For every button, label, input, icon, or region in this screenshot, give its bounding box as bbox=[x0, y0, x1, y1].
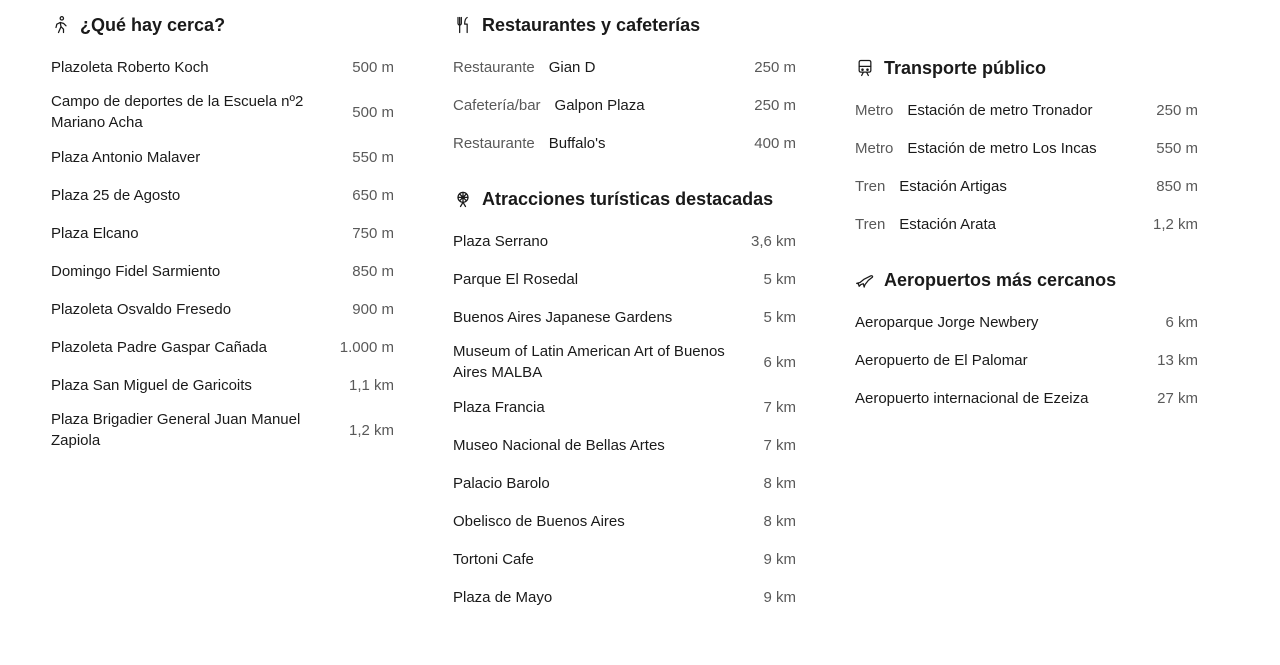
list-item bbox=[453, 502, 796, 540]
list-item-distance: 750 m bbox=[352, 224, 394, 242]
list-item-distance: 650 m bbox=[352, 186, 394, 204]
list-item-name: Campo de deportes de la Escuela nº2 Mariano Acha bbox=[51, 93, 304, 131]
list-item-name: Museo Nacional de Bellas Artes bbox=[453, 436, 665, 454]
list-item-category: Restaurante bbox=[453, 58, 535, 76]
attractions-section bbox=[453, 186, 796, 616]
list-item bbox=[855, 167, 1198, 205]
list-item-name: Domingo Fidel Sarmiento bbox=[51, 262, 221, 280]
list-item-main bbox=[855, 138, 1156, 159]
list-item-name: Aeropuerto internacional de Ezeiza bbox=[855, 389, 1089, 407]
person-walking-icon bbox=[50, 14, 72, 36]
column-transport-airports bbox=[855, 55, 1198, 441]
list-item-category: Restaurante bbox=[453, 134, 535, 152]
list-item-distance: 8 km bbox=[763, 474, 796, 492]
restaurants-section bbox=[453, 12, 796, 162]
list-item bbox=[855, 303, 1198, 341]
list-item bbox=[453, 86, 796, 124]
list-item-name: Plaza 25 de Agosto bbox=[51, 186, 181, 204]
nearby-list bbox=[51, 48, 394, 456]
list-item-main bbox=[51, 147, 352, 168]
restaurants-list bbox=[453, 48, 796, 162]
transport-list bbox=[855, 91, 1198, 243]
list-item-name: Plaza San Miguel de Garicoits bbox=[51, 376, 252, 394]
nearby-section bbox=[51, 12, 394, 456]
list-item-main bbox=[51, 91, 352, 133]
list-item-distance: 1,2 km bbox=[1152, 215, 1198, 233]
list-item-name: Estación Artigas bbox=[899, 177, 1007, 195]
list-item-distance: 9 km bbox=[763, 550, 796, 568]
list-item-name: Plazoleta Osvaldo Fresedo bbox=[51, 300, 232, 318]
list-item bbox=[453, 426, 796, 464]
list-item-main bbox=[453, 341, 763, 383]
list-item-distance: 850 m bbox=[1156, 177, 1198, 195]
list-item-distance: 550 m bbox=[352, 148, 394, 166]
list-item-main bbox=[453, 549, 763, 570]
attractions-title: Atracciones turísticas destacadas bbox=[482, 188, 774, 209]
column-nearby bbox=[51, 12, 394, 480]
list-item-category: Cafetería/bar bbox=[453, 96, 541, 114]
list-item-main bbox=[51, 57, 352, 78]
list-item-name: Plaza de Mayo bbox=[453, 588, 553, 606]
list-item bbox=[51, 138, 394, 176]
list-item-name: Buffalo's bbox=[548, 134, 606, 152]
list-item-distance: 5 km bbox=[763, 270, 796, 288]
restaurants-header bbox=[453, 12, 796, 38]
list-item-distance: 400 m bbox=[754, 134, 796, 152]
list-item-name: Tortoni Cafe bbox=[453, 550, 534, 568]
list-item-main bbox=[51, 409, 349, 451]
list-item-distance: 900 m bbox=[352, 300, 394, 318]
list-item-main bbox=[453, 307, 763, 328]
list-item-main bbox=[855, 312, 1165, 333]
list-item-name: Plaza Brigadier General Juan Manuel Zapiola bbox=[51, 411, 301, 449]
list-item bbox=[51, 176, 394, 214]
list-item bbox=[855, 341, 1198, 379]
list-item-distance: 250 m bbox=[754, 96, 796, 114]
nearby-header bbox=[51, 12, 394, 38]
list-item-main bbox=[51, 261, 352, 282]
airports-title: Aeropuertos más cercanos bbox=[884, 269, 1117, 290]
list-item-name: Estación de metro Tronador bbox=[907, 101, 1093, 119]
list-item bbox=[453, 222, 796, 260]
list-item-distance: 9 km bbox=[763, 588, 796, 606]
list-item-distance: 1.000 m bbox=[339, 338, 394, 356]
list-item-name: Plaza Francia bbox=[453, 398, 545, 416]
list-item-name: Gian D bbox=[548, 58, 596, 76]
airports-header bbox=[855, 267, 1198, 293]
list-item bbox=[453, 388, 796, 426]
list-item-main bbox=[453, 95, 754, 116]
list-item-main bbox=[453, 435, 763, 456]
list-item-name: Buenos Aires Japanese Gardens bbox=[453, 308, 673, 326]
list-item bbox=[855, 91, 1198, 129]
list-item bbox=[453, 260, 796, 298]
list-item-name: Plazoleta Padre Gaspar Cañada bbox=[51, 338, 267, 356]
list-item-main bbox=[855, 388, 1157, 409]
list-item-category: Metro bbox=[855, 139, 894, 157]
list-item-distance: 550 m bbox=[1156, 139, 1198, 157]
list-item-main bbox=[453, 587, 763, 608]
list-item-main bbox=[855, 100, 1156, 121]
list-item-distance: 500 m bbox=[352, 103, 394, 121]
list-item-name: Plaza Serrano bbox=[453, 232, 549, 250]
list-item-name: Obelisco de Buenos Aires bbox=[453, 512, 625, 530]
list-item-name: Estación de metro Los Incas bbox=[907, 139, 1097, 157]
airplane-icon bbox=[854, 269, 876, 291]
list-item-main bbox=[855, 350, 1157, 371]
list-item-name: Plazoleta Roberto Koch bbox=[51, 58, 209, 76]
attractions-header bbox=[453, 186, 796, 212]
list-item-name: Plaza Antonio Malaver bbox=[51, 148, 201, 166]
fork-knife-icon bbox=[452, 14, 474, 36]
list-item-name: Galpon Plaza bbox=[554, 96, 645, 114]
list-item bbox=[51, 404, 394, 456]
list-item-distance: 7 km bbox=[763, 436, 796, 454]
list-item bbox=[51, 366, 394, 404]
list-item-distance: 6 km bbox=[763, 353, 796, 371]
list-item-distance: 5 km bbox=[763, 308, 796, 326]
list-item-main bbox=[453, 511, 763, 532]
list-item-category: Tren bbox=[855, 177, 886, 195]
list-item bbox=[855, 205, 1198, 243]
list-item-name: Aeropuerto de El Palomar bbox=[855, 351, 1028, 369]
list-item-main bbox=[51, 185, 352, 206]
ferris-wheel-icon bbox=[452, 188, 474, 210]
list-item-distance: 250 m bbox=[1156, 101, 1198, 119]
list-item-main bbox=[453, 397, 763, 418]
list-item bbox=[51, 252, 394, 290]
list-item-distance: 8 km bbox=[763, 512, 796, 530]
airports-section bbox=[855, 267, 1198, 417]
list-item-distance: 13 km bbox=[1157, 351, 1198, 369]
list-item bbox=[51, 86, 394, 138]
list-item-category: Metro bbox=[855, 101, 894, 119]
list-item-distance: 1,2 km bbox=[348, 421, 394, 439]
list-item-distance: 1,1 km bbox=[348, 376, 394, 394]
restaurants-title: Restaurantes y cafeterías bbox=[482, 14, 701, 35]
list-item-main bbox=[51, 375, 349, 396]
list-item-distance: 6 km bbox=[1165, 313, 1198, 331]
airports-list bbox=[855, 303, 1198, 417]
list-item-distance: 7 km bbox=[763, 398, 796, 416]
list-item bbox=[51, 328, 394, 366]
list-item bbox=[453, 124, 796, 162]
list-item bbox=[855, 129, 1198, 167]
list-item-name: Museum of Latin American Art of Buenos Aires MALBA bbox=[453, 343, 725, 381]
transport-header bbox=[855, 55, 1198, 81]
list-item-name: Aeroparque Jorge Newbery bbox=[855, 313, 1039, 331]
nearby-title: ¿Qué hay cerca? bbox=[80, 14, 226, 35]
list-item-main bbox=[855, 214, 1153, 235]
list-item-main bbox=[855, 176, 1156, 197]
attractions-list bbox=[453, 222, 796, 616]
list-item-distance: 850 m bbox=[352, 262, 394, 280]
column-restaurants-attractions bbox=[453, 12, 796, 640]
list-item bbox=[453, 298, 796, 336]
list-item-main bbox=[453, 231, 751, 252]
list-item-main bbox=[453, 473, 763, 494]
list-item-main bbox=[453, 269, 763, 290]
list-item-name: Estación Arata bbox=[899, 215, 997, 233]
list-item-name: Plaza Elcano bbox=[51, 224, 139, 242]
list-item-main bbox=[453, 133, 754, 154]
list-item bbox=[855, 379, 1198, 417]
train-icon bbox=[854, 57, 876, 79]
list-item-name: Parque El Rosedal bbox=[453, 270, 579, 288]
list-item-distance: 500 m bbox=[352, 58, 394, 76]
list-item-main bbox=[51, 337, 340, 358]
list-item-distance: 250 m bbox=[754, 58, 796, 76]
list-item-main bbox=[51, 223, 352, 244]
list-item-distance: 3,6 km bbox=[750, 232, 796, 250]
list-item bbox=[453, 540, 796, 578]
list-item bbox=[51, 214, 394, 252]
list-item bbox=[51, 48, 394, 86]
list-item-category: Tren bbox=[855, 215, 886, 233]
list-item-distance: 27 km bbox=[1157, 389, 1198, 407]
list-item bbox=[453, 48, 796, 86]
transport-section bbox=[855, 55, 1198, 243]
list-item bbox=[453, 336, 796, 388]
list-item-main bbox=[453, 57, 754, 78]
transport-title: Transporte público bbox=[884, 57, 1047, 78]
list-item bbox=[51, 290, 394, 328]
list-item bbox=[453, 464, 796, 502]
list-item-name: Palacio Barolo bbox=[453, 474, 550, 492]
list-item bbox=[453, 578, 796, 616]
list-item-main bbox=[51, 299, 352, 320]
